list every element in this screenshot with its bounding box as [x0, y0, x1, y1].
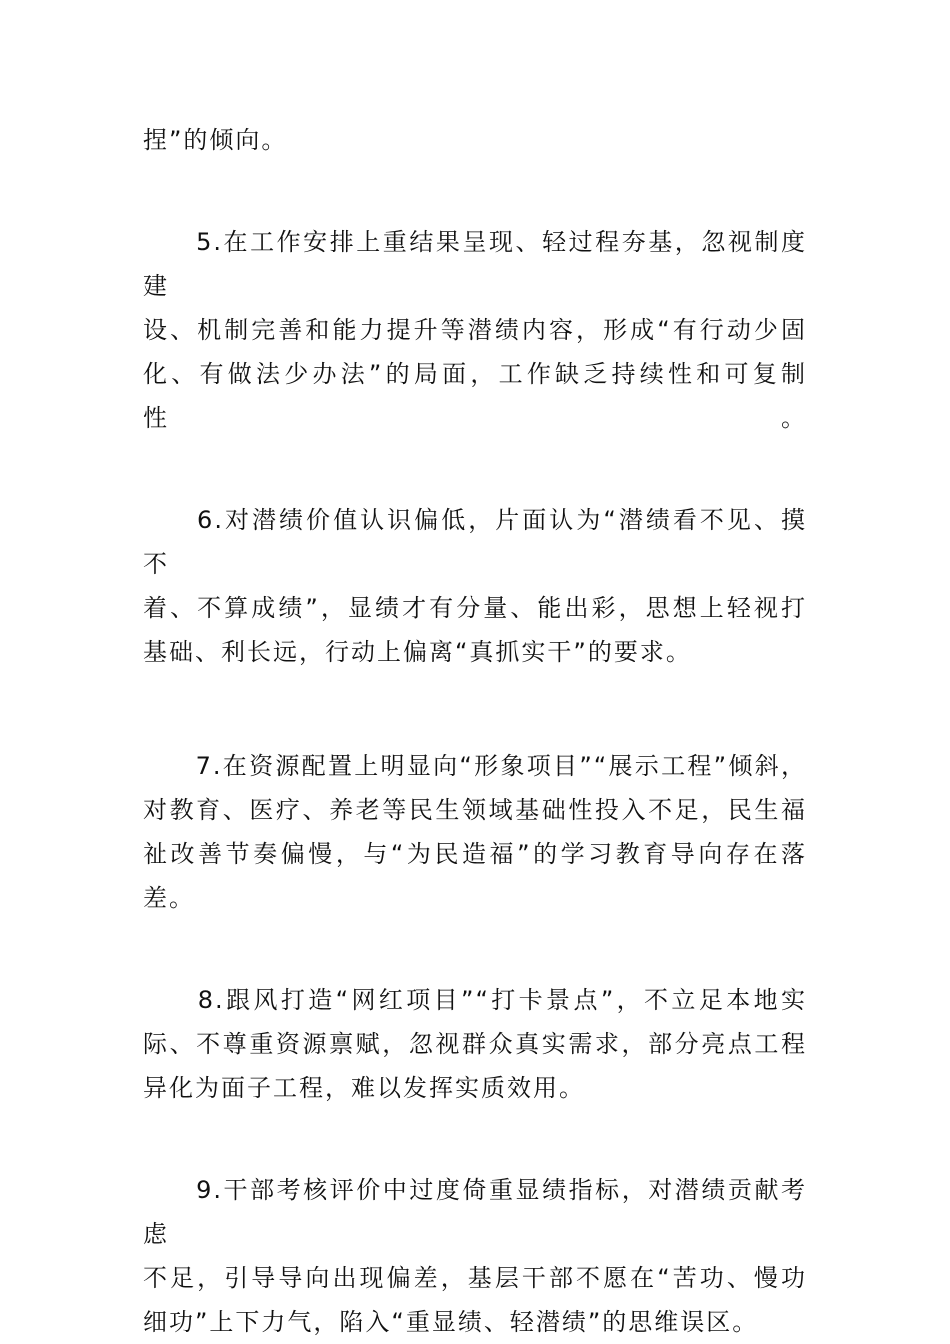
text-line: 9.干部考核评价中过度倚重显绩指标，对潜绩贡献考虑 — [143, 1176, 807, 1248]
paragraph-item-6 — [143, 498, 807, 674]
paragraph-item-9 — [143, 1168, 807, 1344]
text-line: 7.在资源配置上明显向“形象项目”“展示工程”倾斜， — [143, 752, 807, 780]
text-line: 不足，引导导向出现偏差，基层干部不愿在“苦功、慢功 — [143, 1264, 807, 1292]
text-line: 捏”的倾向。 — [143, 126, 288, 154]
paragraph-continuation — [143, 118, 807, 162]
text-line: 设、机制完善和能力提升等潜绩内容，形成“有行动少固 — [143, 316, 807, 344]
text-line: 5.在工作安排上重结果呈现、轻过程夯基，忽视制度建 — [143, 228, 807, 300]
paragraph-item-8 — [143, 978, 807, 1110]
text-line: 着、不算成绩”，显绩才有分量、能出彩，思想上轻视打 — [143, 594, 807, 622]
paragraph-item-5 — [143, 220, 807, 440]
text-line: 祉改善节奏偏慢，与“为民造福”的学习教育导向存在落 — [143, 840, 807, 868]
text-line: 差。 — [143, 884, 195, 912]
document-page — [143, 118, 807, 1344]
text-line: 细功”上下力气，陷入“重显绩、轻潜绩”的思维误区。 — [143, 1308, 759, 1336]
text-line: 8.跟风打造“网红项目”“打卡景点”，不立足本地实 — [143, 986, 807, 1014]
text-line: 基础、利长远，行动上偏离“真抓实干”的要求。 — [143, 638, 692, 666]
text-line: 异化为面子工程，难以发挥实质效用。 — [143, 1074, 585, 1102]
paragraph-item-7 — [143, 744, 807, 920]
text-line: 际、不尊重资源禀赋，忽视群众真实需求，部分亮点工程 — [143, 1030, 807, 1058]
text-line: 对教育、医疗、养老等民生领域基础性投入不足，民生福 — [143, 796, 807, 824]
text-line: 6.对潜绩价值认识偏低，片面认为“潜绩看不见、摸不 — [143, 506, 807, 578]
text-line: 化、有做法少办法”的局面，工作缺乏持续性和可复制性。 — [143, 360, 807, 432]
